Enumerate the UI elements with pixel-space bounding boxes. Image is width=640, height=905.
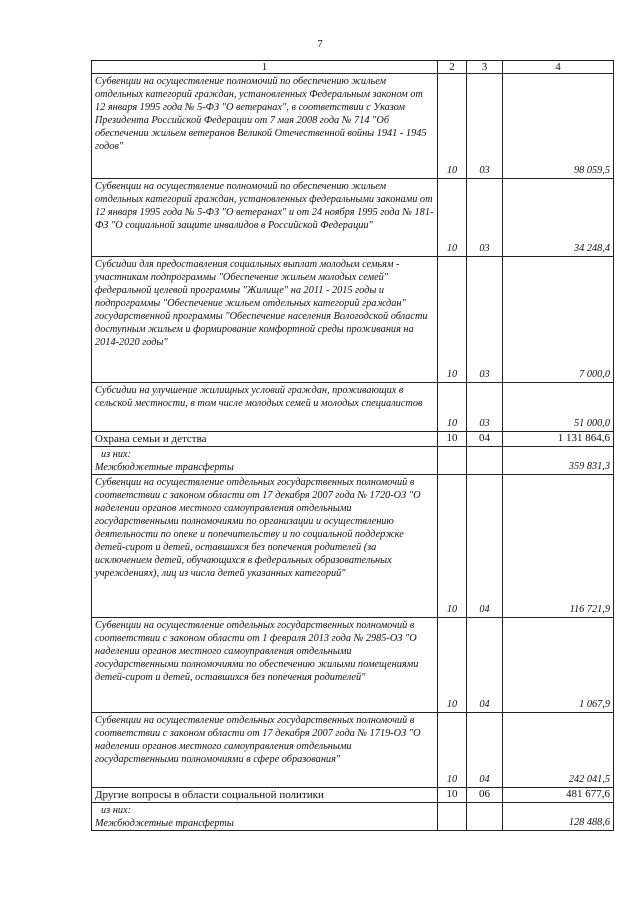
- row-razdel: 10: [438, 475, 467, 618]
- row-razdel: 10: [438, 383, 467, 432]
- row-podrazdel: 03: [467, 257, 503, 383]
- row-podrazdel: 04: [467, 432, 503, 447]
- budget-table: [91, 60, 614, 831]
- row-podrazdel: 04: [467, 475, 503, 618]
- row-razdel: 10: [438, 74, 467, 179]
- row-amount: 1 067,9: [503, 618, 614, 713]
- mezhbudget-label: Межбюджетные трансферты: [95, 462, 234, 473]
- row-amount: 481 677,6: [503, 788, 614, 803]
- table-row: [92, 475, 614, 618]
- row-razdel: 10: [438, 257, 467, 383]
- row-amount: 34 248,4: [503, 179, 614, 257]
- row-podrazdel: 03: [467, 74, 503, 179]
- table-row: [92, 803, 614, 831]
- row-podrazdel: 03: [467, 383, 503, 432]
- row-podrazdel: 04: [467, 618, 503, 713]
- table-row: [92, 383, 614, 432]
- header-col-2: 2: [438, 61, 467, 74]
- header-col-3: 3: [467, 61, 503, 74]
- table-row: [92, 618, 614, 713]
- table-row: [92, 74, 614, 179]
- iz-nih-label: из них:: [101, 805, 131, 816]
- row-amount: 128 488,6: [503, 803, 614, 831]
- row-podrazdel: [467, 803, 503, 831]
- row-description: [92, 447, 438, 475]
- mezhbudget-label: Межбюджетные трансферты: [95, 818, 234, 829]
- row-amount: 51 000,0: [503, 383, 614, 432]
- row-description: Субвенции на осуществление полномочий по обеспечению жильем отдельных категорий граждан, установленных Федеральным законом от 12 января 1995 года № 5-ФЗ "О ветеранах", в соответствии с Указом Президента Российской Федерации от 7 мая 2008 года № 714 "Об обеспечении жильем ветеранов Великой Отечественной войны 1941 - 1945 годов": [92, 74, 438, 179]
- row-description: Субвенции на осуществление отдельных государственных полномочий в соответствии с законом области от 17 декабря 2007 года № 1720-ОЗ "О наделении органов местного самоуправления отдельными государственными полномочиями по организации и осуществлению деятельности по опеке и попечительству и по социальной поддержке детей-сирот и детей, оставшихся без попечения родителей (за исключением детей, обучающихся в федеральных образовательных учреждениях), лиц из числа детей указанных категорий": [92, 475, 438, 618]
- table-row: [92, 447, 614, 475]
- header-col-4: 4: [503, 61, 614, 74]
- row-amount: 98 059,5: [503, 74, 614, 179]
- row-description: Субвенции на осуществление отдельных государственных полномочий в соответствии с законом области от 17 декабря 2007 года № 1719-ОЗ "О наделении органов местного самоуправления отдельными государственными полномочиями в сфере образования": [92, 713, 438, 788]
- table-row: [92, 179, 614, 257]
- row-description: Другие вопросы в области социальной политики: [92, 788, 438, 803]
- row-podrazdel: 04: [467, 713, 503, 788]
- table-row: [92, 257, 614, 383]
- row-podrazdel: 06: [467, 788, 503, 803]
- table-row: [92, 432, 614, 447]
- row-razdel: 10: [438, 618, 467, 713]
- row-description: Субвенции на осуществление отдельных государственных полномочий в соответствии с законом области от 1 февраля 2013 года № 2985-ОЗ "О наделении органов местного самоуправления отдельными государственными полномочиями по обеспечению жилыми помещениями детей-сирот и детей, оставшихся без попечения родителей": [92, 618, 438, 713]
- row-razdel: 10: [438, 179, 467, 257]
- header-col-1: 1: [92, 61, 438, 74]
- row-amount: 116 721,9: [503, 475, 614, 618]
- row-amount: 242 041,5: [503, 713, 614, 788]
- row-podrazdel: 03: [467, 179, 503, 257]
- row-description: Субсидии для предоставления социальных выплат молодым семьям - участникам подпрограммы "Обеспечение жильем молодых семей" федеральной целевой программы "Жилище" на 2011 - 2015 годы и подпрограммы "Обеспечение жильем отдельных категорий граждан" государственной программы "Обеспечение населения Вологодской области доступным жильем и формирование комфортной среды проживания на 2014-2020 годы": [92, 257, 438, 383]
- row-description: Субвенции на осуществление полномочий по обеспечению жильем отдельных категорий граждан, установленных федеральными законами от 12 января 1995 года № 5-ФЗ "О ветеранах" и от 24 ноября 1995 года № 181-ФЗ "О социальной защите инвалидов в Российской Федерации": [92, 179, 438, 257]
- row-razdel: 10: [438, 432, 467, 447]
- row-description: Охрана семьи и детства: [92, 432, 438, 447]
- row-razdel: 10: [438, 788, 467, 803]
- row-razdel: [438, 803, 467, 831]
- row-podrazdel: [467, 447, 503, 475]
- iz-nih-label: из них:: [101, 449, 131, 460]
- table-row: [92, 788, 614, 803]
- row-amount: 7 000,0: [503, 257, 614, 383]
- row-razdel: 10: [438, 713, 467, 788]
- row-razdel: [438, 447, 467, 475]
- row-description: [92, 803, 438, 831]
- row-amount: 1 131 864,6: [503, 432, 614, 447]
- table-row: [92, 713, 614, 788]
- header-row: [92, 61, 614, 74]
- row-description: Субсидии на улучшение жилищных условий граждан, проживающих в сельской местности, в том числе молодых семей и молодых специалистов: [92, 383, 438, 432]
- row-amount: 359 831,3: [503, 447, 614, 475]
- page-number: 7: [317, 38, 323, 50]
